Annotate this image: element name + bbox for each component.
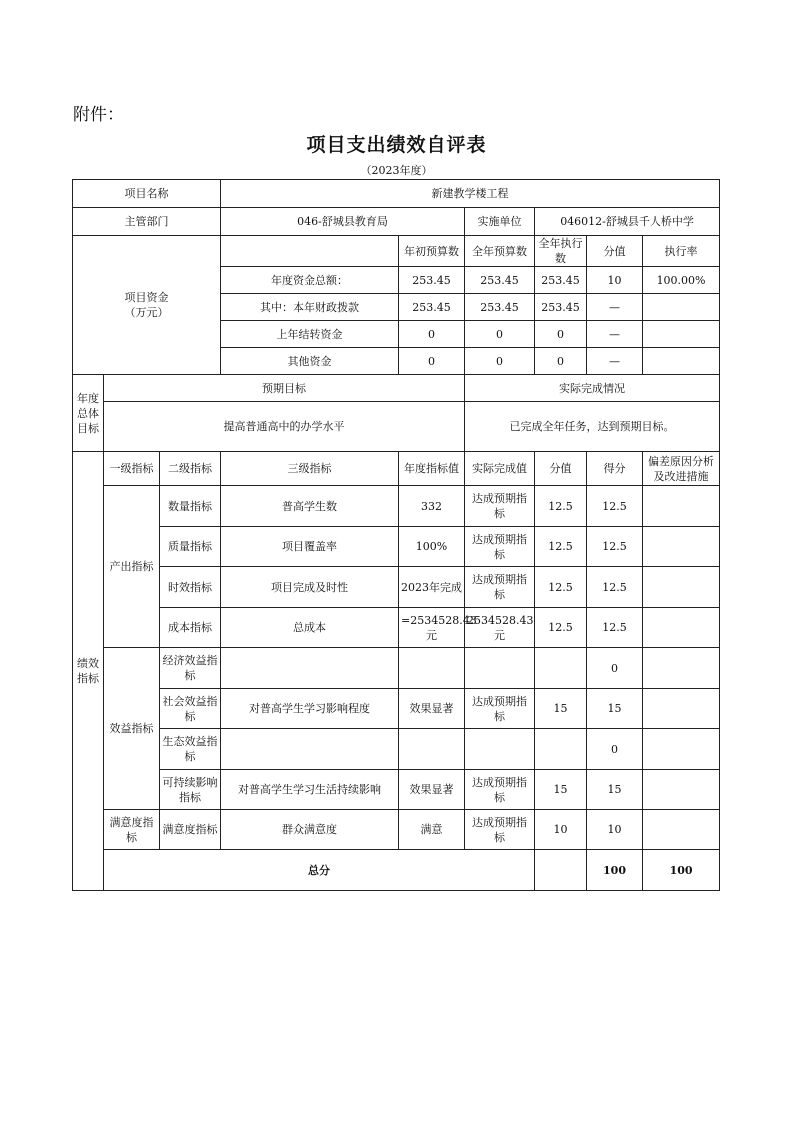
indicator-score-value: 12.5: [535, 567, 587, 608]
goal-header-row: [73, 375, 720, 402]
indicator-level3: 对普高学生学习生活持续影响: [221, 770, 399, 810]
header-target: 年度指标值: [399, 452, 465, 486]
target-line1: =2534528.43: [401, 613, 477, 627]
funds-annual: 0: [465, 348, 535, 375]
funds-header-blank: [221, 236, 399, 267]
indicator-row: [73, 567, 720, 608]
goal-content-row: [73, 402, 720, 452]
funds-header-row: [73, 236, 720, 267]
goal-label-line2: 总体: [77, 406, 99, 420]
indicator-target: 效果显著: [399, 770, 465, 810]
actual-completion-header: 实际完成情况: [465, 375, 720, 402]
project-name-row: [73, 180, 720, 208]
funds-header-executed: 全年执行数: [535, 236, 587, 267]
level2-line2: 指标: [179, 790, 201, 804]
actual-line1: 达成预期指: [472, 775, 528, 789]
total-label: 总分: [104, 850, 535, 891]
level2-line2: 标: [184, 709, 196, 723]
output-indicator-label: 产出指标: [104, 486, 160, 648]
funds-label: [73, 236, 221, 375]
funds-executed: 0: [535, 348, 587, 375]
indicator-level2: 数量指标: [160, 486, 221, 527]
funds-annual: 253.45: [465, 267, 535, 294]
indicator-actual: [465, 527, 535, 567]
indicator-target: 332: [399, 486, 465, 527]
funds-executed: 253.45: [535, 294, 587, 321]
indicator-level3: 普高学生数: [221, 486, 399, 527]
indicator-reason: [643, 527, 720, 567]
actual-line1: 达成预期指: [472, 492, 528, 505]
indicator-row: [73, 770, 720, 810]
indicator-actual: [465, 648, 535, 689]
total-score-value: 100: [587, 850, 643, 891]
actual-line2: 元: [494, 628, 506, 642]
indicator-reason: [643, 770, 720, 810]
actual-line1: 达成预期指: [472, 694, 528, 708]
total-score: 100: [643, 850, 720, 891]
project-name-label: 项目名称: [73, 180, 221, 208]
actual-line2: 标: [494, 547, 506, 561]
actual-line2: 标: [494, 830, 506, 844]
indicator-score: 10: [587, 810, 643, 850]
funds-header-rate: 执行率: [643, 236, 720, 267]
indicator-reason: [643, 567, 720, 608]
indicator-score: 15: [587, 689, 643, 729]
indicator-score: 12.5: [587, 527, 643, 567]
funds-initial: 253.45: [399, 294, 465, 321]
year-label: （2023年度）: [360, 164, 433, 177]
indicator-score-value: 12.5: [535, 608, 587, 648]
funds-annual: 253.45: [465, 294, 535, 321]
actual-completion: 已完成全年任务，达到预期目标。: [465, 402, 720, 452]
funds-annual: 0: [465, 321, 535, 348]
funds-rate: [643, 294, 720, 321]
indicator-score-value: 12.5: [535, 527, 587, 567]
header-reason: [643, 452, 720, 486]
indicators-label-line2: 指标: [77, 672, 99, 685]
indicators-label: [73, 452, 104, 891]
funds-header-initial: 年初预算数: [399, 236, 465, 267]
level2-line1: 可持续影响: [162, 775, 218, 789]
actual-line2: 标: [494, 507, 506, 520]
indicator-level3: [221, 648, 399, 689]
indicator-row: [73, 810, 720, 850]
funds-row-label: 年度资金总额：: [221, 267, 399, 294]
level2-line1: 社会效益指: [162, 694, 218, 708]
indicator-level2: [160, 729, 221, 770]
level1-line1: 满意度指: [109, 815, 154, 829]
actual-line2: 标: [494, 709, 506, 723]
indicator-target: 效果显著: [399, 689, 465, 729]
funds-rate: [643, 348, 720, 375]
level1-line2: 标: [126, 830, 137, 844]
indicator-reason: [643, 486, 720, 527]
project-name-value: 新建教学楼工程: [221, 180, 720, 208]
level2-line1: 经济效益指: [162, 654, 218, 667]
indicator-level2: 成本指标: [160, 608, 221, 648]
indicator-actual: [465, 729, 535, 770]
funds-row-label: 上年结转资金: [221, 321, 399, 348]
funds-score-value: —: [587, 294, 643, 321]
indicator-score: 12.5: [587, 486, 643, 527]
funds-initial: 0: [399, 321, 465, 348]
indicator-level2: 满意度指标: [160, 810, 221, 850]
actual-line1: 达成预期指: [472, 815, 528, 829]
indicator-level2: [160, 689, 221, 729]
indicator-reason: [643, 608, 720, 648]
indicator-reason: [643, 689, 720, 729]
indicator-score: 0: [587, 648, 643, 689]
indicator-score-value: [535, 729, 587, 770]
benefit-indicator-label: 效益指标: [104, 648, 160, 810]
indicator-score: 12.5: [587, 608, 643, 648]
funds-label-line1: 项目资金: [124, 291, 169, 304]
indicator-target: [399, 729, 465, 770]
indicator-level3: 群众满意度: [221, 810, 399, 850]
dept-value: 046-舒城县教育局: [221, 208, 465, 236]
level2-line1: 生态效益指: [162, 735, 218, 748]
indicator-target: 满意: [399, 810, 465, 850]
indicator-level3: [221, 729, 399, 770]
satisfaction-indicator-label: [104, 810, 160, 850]
indicator-target: 100%: [399, 527, 465, 567]
total-row: [73, 850, 720, 891]
header-level2: 二级指标: [160, 452, 221, 486]
indicator-score: 15: [587, 770, 643, 810]
indicator-row: [73, 729, 720, 770]
indicator-level3: 项目覆盖率: [221, 527, 399, 567]
goal-label-line1: 年度: [77, 391, 99, 405]
indicator-level3: 对普高学生学习影响程度: [221, 689, 399, 729]
indicator-score: 12.5: [587, 567, 643, 608]
indicator-row: [73, 689, 720, 729]
funds-rate: [643, 321, 720, 348]
funds-row-label: 其中：本年财政拨款: [221, 294, 399, 321]
indicator-level2: 时效指标: [160, 567, 221, 608]
indicator-score-value: 15: [535, 689, 587, 729]
header-level1: 一级指标: [104, 452, 160, 486]
funds-executed: 253.45: [535, 267, 587, 294]
total-actual: [535, 850, 587, 891]
level2-line2: 标: [184, 669, 196, 682]
funds-label-line2: （万元）: [124, 306, 169, 319]
attachment-label: 附件：: [73, 105, 124, 125]
department-row: [73, 208, 720, 236]
page-title: 项目支出绩效自评表: [306, 134, 487, 156]
indicator-reason: [643, 648, 720, 689]
funds-score-value: 10: [587, 267, 643, 294]
header-score-value: 分值: [535, 452, 587, 486]
funds-initial: 0: [399, 348, 465, 375]
indicator-score: 0: [587, 729, 643, 770]
indicators-label-line1: 绩效: [77, 657, 99, 670]
actual-line1: 达成预期指: [472, 573, 528, 586]
funds-score-value: —: [587, 348, 643, 375]
level2-line2: 标: [184, 750, 196, 763]
funds-header-annual: 全年预算数: [465, 236, 535, 267]
indicator-actual: [465, 486, 535, 527]
actual-line2: 标: [494, 790, 506, 804]
indicator-level2: [160, 648, 221, 689]
expected-goal-header: 预期目标: [104, 375, 465, 402]
indicator-score-value: 15: [535, 770, 587, 810]
indicator-level2: 质量指标: [160, 527, 221, 567]
header-reason-line2: 及改进措施: [653, 469, 709, 483]
header-actual: 实际完成值: [465, 452, 535, 486]
indicator-score-value: 10: [535, 810, 587, 850]
header-level3: 三级指标: [221, 452, 399, 486]
indicator-level3: 项目完成及时性: [221, 567, 399, 608]
indicator-actual: [465, 567, 535, 608]
indicator-row: [73, 486, 720, 527]
funds-initial: 253.45: [399, 267, 465, 294]
indicator-row: [73, 527, 720, 567]
funds-header-score-value: 分值: [587, 236, 643, 267]
indicators-header-row: [73, 452, 720, 486]
indicator-score-value: [535, 648, 587, 689]
header-score: 得分: [587, 452, 643, 486]
impl-unit-label: 实施单位: [465, 208, 535, 236]
evaluation-table: [72, 179, 720, 891]
indicator-level3: 总成本: [221, 608, 399, 648]
goal-label-line3: 目标: [77, 421, 99, 435]
indicator-target: 2023年完成: [399, 567, 465, 608]
indicator-actual: [465, 770, 535, 810]
indicator-row: [73, 608, 720, 648]
indicator-row: [73, 648, 720, 689]
actual-line1: 达成预期指: [472, 532, 528, 546]
indicator-reason: [643, 729, 720, 770]
indicator-score-value: 12.5: [535, 486, 587, 527]
indicator-actual: [465, 810, 535, 850]
funds-executed: 0: [535, 321, 587, 348]
indicator-target: [399, 608, 477, 648]
actual-line1: 2534528.43: [467, 613, 534, 627]
header-reason-line1: 偏差原因分析: [648, 454, 715, 468]
impl-unit-value: 046012-舒城县千人桥中学: [535, 208, 720, 236]
funds-row-label: 其他资金: [221, 348, 399, 375]
indicator-reason: [643, 810, 720, 850]
indicator-level2: [160, 770, 221, 810]
dept-label: 主管部门: [73, 208, 221, 236]
funds-score-value: —: [587, 321, 643, 348]
goal-label: [73, 375, 104, 452]
indicator-actual: [465, 689, 535, 729]
funds-rate: 100.00%: [643, 267, 720, 294]
actual-line2: 标: [494, 588, 506, 601]
expected-goal: 提高普通高中的办学水平: [104, 402, 465, 452]
indicator-actual: [465, 608, 535, 648]
indicator-target: [399, 648, 465, 689]
target-line2: 元: [426, 628, 438, 642]
